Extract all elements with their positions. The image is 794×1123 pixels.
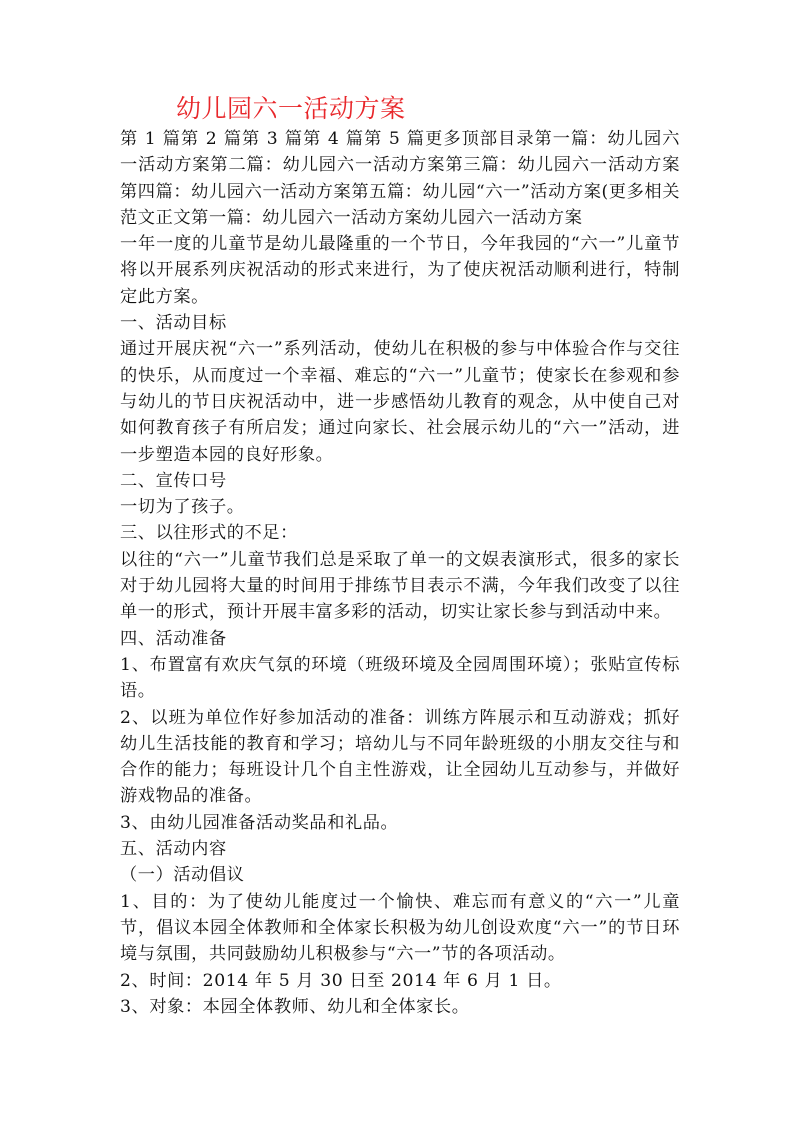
initiative-purpose: 1、目的：为了使幼儿能度过一个愉快、难忘而有意义的“六一”儿童节，倡议本园全体教师和全体家长积极为幼儿创设欢度“六一”的节日环境与氛围，共同鼓励幼儿积极参与“六一”节的各项活动。 — [120, 891, 680, 965]
preparation-item-3: 3、由幼儿园准备活动奖品和礼品。 — [120, 812, 399, 833]
intro-paragraph: 一年一度的儿童节是幼儿最隆重的一个节日，今年我园的“六一”儿童节将以开展系列庆祝活动的形式来进行，为了使庆祝活动顺利进行，特制定此方案。 — [120, 234, 680, 307]
section-heading-slogan: 二、宣传口号 — [120, 470, 227, 491]
initiative-audience: 3、对象：本园全体教师、幼儿和全体家长。 — [120, 996, 470, 1017]
preparation-item-1: 1、布置富有欢庆气氛的环境（班级环境及全园周围环境）；张贴宣传标语。 — [120, 654, 680, 702]
section-heading-shortcomings: 三、以往形式的不足： — [120, 523, 298, 544]
section-heading-preparation: 四、活动准备 — [120, 628, 227, 649]
initiative-time: 2、时间：2014 年 5 月 30 日至 2014 年 6 月 1 日。 — [120, 970, 562, 991]
document-title: 幼儿园六一活动方案 — [176, 94, 406, 123]
subsection-heading-initiative: （一）活动倡议 — [120, 865, 245, 886]
document-page — [120, 92, 680, 1020]
goals-paragraph: 通过开展庆祝“六一”系列活动，使幼儿在积极的参与中体验合作与交往的快乐，从而度过一个幸福、难忘的“六一”儿童节；使家长在参观和参与幼儿的节日庆祝活动中，进一步感悟幼儿教育的观念，从中使自己对如何教育孩子有所启发；通过向家长、社会展示幼儿的“六一”活动，进一步塑造本园的良好形象。 — [120, 339, 680, 465]
shortcomings-paragraph: 以往的“六一”儿童节我们总是采取了单一的文娱表演形式，很多的家长对于幼儿园将大量的时间用于排练节目表示不满，今年我们改变了以往单一的形式，预计开展丰富多彩的活动，切实让家长参与到活动中来。 — [120, 549, 680, 623]
toc-paragraph: 第 1 篇第 2 篇第 3 篇第 4 篇第 5 篇更多顶部目录第一篇：幼儿园六一活动方案第二篇：幼儿园六一活动方案第三篇：幼儿园六一活动方案第四篇：幼儿园六一活动方案第五篇：幼儿园“六一”活动方案(更多相关范文正文第一篇：幼儿园六一活动方案幼儿园六一活动方案 — [120, 129, 680, 228]
section-heading-goals: 一、活动目标 — [120, 313, 227, 334]
preparation-item-2: 2、以班为单位作好参加活动的准备：训练方阵展示和互动游戏；抓好幼儿生活技能的教育和学习；培幼儿与不同年龄班级的小朋友交往与和合作的能力；每班设计几个自主性游戏，让全园幼儿互动参与，并做好游戏物品的准备。 — [120, 707, 680, 807]
section-heading-content: 五、活动内容 — [120, 839, 227, 860]
slogan-paragraph: 一切为了孩子。 — [120, 497, 245, 518]
